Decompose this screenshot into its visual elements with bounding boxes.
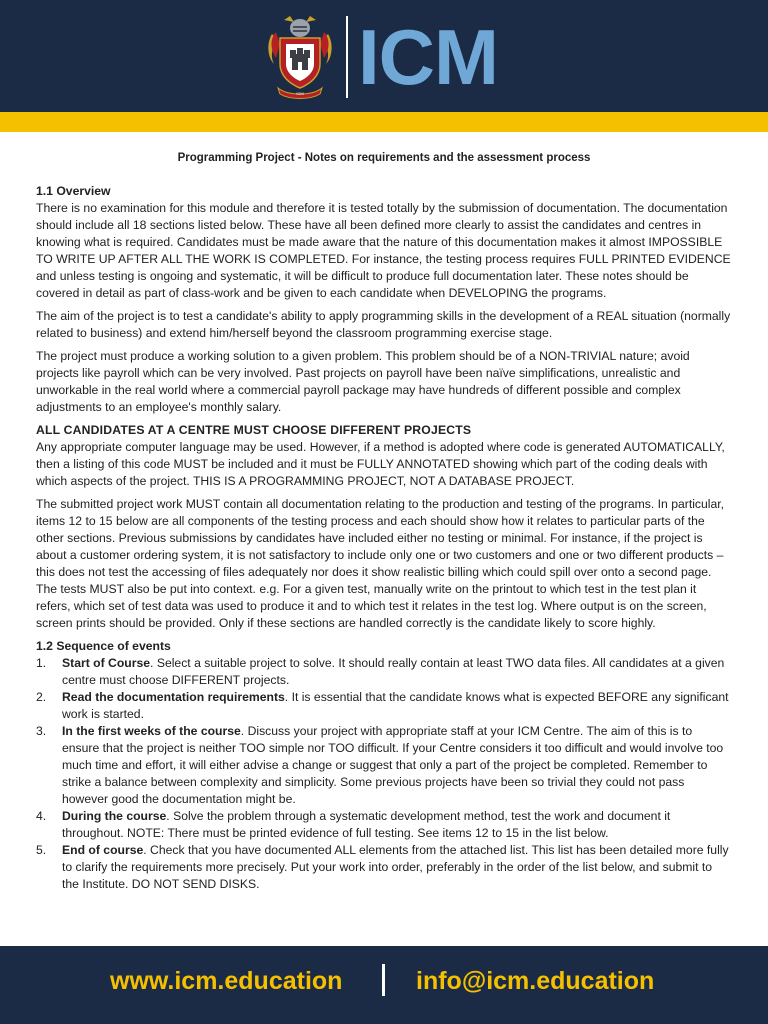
overview-paragraph-2: The aim of the project is to test a candidate's ability to apply programming skills in the development of a REAL situation (normally related to business) and extend him/herself beyond the classroom programming exercise stage. [36,309,731,340]
list-item: 2. Read the documentation requirements. It is essential that the candidate knows what is expected BEFORE any significant work is started. [36,690,729,721]
sequence-list [36,655,732,893]
yellow-band [0,112,768,132]
footer-bar [0,946,768,1024]
website-link[interactable]: www.icm.education [110,967,343,995]
candidates-paragraph-1: Any appropriate computer language may be used. However, if a method is adopted where code is generated AUTOMATICALLY, then a listing of this code MUST be included and it must be FULLY ANNOTATED showing which part of the coding deals with which aspects of the project. THIS IS A PROGRAMMING PROJECT, NOT A DATABASE PROJECT. [36,440,725,488]
footer-divider [382,964,385,996]
candidates-paragraph-2: The submitted project work MUST contain all documentation relating to the production and testing of the programs. In particular, items 12 to 15 below are all components of the testing process and each should show how it relates to particular parts of the other sections. Previous submissions by candidates have included either no testing or minimal. For instance, if the project is about a customer ordering system, it is not satisfactory to include only one or two customers and one or two different products – this does not test the accessing of files adequately nor does it show realistic billing which could spill over onto a second page. The tests MUST also be put into context. e.g. For a given test, manually write on the printout to which test in the test plan it refers, which set of test data was used to produce it and to which test it relates in the test log. Where output is on the screen, screen prints should be provided. Only if these sections are handled correctly is the candidate likely to score highly. [36,497,725,630]
icm-crest-logo [264,14,336,100]
overview-heading: 1.1 Overview [36,184,111,198]
list-item: 1. Start of Course. Select a suitable project to solve. It should really contain at least TWO data files. All candidates at a given centre must choose DIFFERENT projects. [36,656,725,687]
document-title: Programming Project - Notes on requirements and the assessment process [177,152,591,164]
header-bar [0,0,768,112]
svg-text:ICM: ICM [296,91,304,96]
sequence-heading: 1.2 Sequence of events [36,639,171,653]
email-link[interactable]: info@icm.education [416,967,655,995]
icm-logo-text: ICM [358,13,498,101]
header-divider [346,16,348,98]
list-item: 3. In the first weeks of the course. Discuss your project with appropriate staff at your ICM Centre. The aim of this is to ensure that the project is neither TOO simple nor TOO difficult. If your Centre considers it too difficult and would involve too much time and effort, it will either advise a change or suggest that only a part of the project be completed. Remember to strike a balance between complexity and simplicity. Some previous projects have been so trivial they could not pass however good the documentation might be. [36,724,724,806]
candidates-heading: ALL CANDIDATES AT A CENTRE MUST CHOOSE DIFFERENT PROJECTS [36,423,472,437]
list-item: 4. During the course. Solve the problem through a systematic development method, test the work and document it throughout. NOTE: There must be printed evidence of full testing. See items 12 to 15 in the list below. [36,809,671,840]
document-body [36,150,732,893]
overview-paragraph-1: There is no examination for this module and therefore it is tested totally by the submission of documentation. The documentation should include all 18 sections listed below. These have all been defined more clearly to assist the candidates and centres in knowing what is required. Candidates must be made aware that the nature of this documentation makes it almost IMPOSSIBLE TO WRITE UP AFTER ALL THE WORK IS COMPLETED. For instance, the testing process requires FULL PRINTED EVIDENCE and unless testing is ongoing and systematic, it will be difficult to produce full documentation later. These notes should be covered in detail as part of class-work and be given to each candidate when DEVELOPING the programs. [36,201,731,300]
overview-paragraph-3: The project must produce a working solution to a given problem. This problem should be of a NON-TRIVIAL nature; avoid projects like payroll which can be very involved. Past projects on payroll have been naïve simplifications, unrealistic and unworkable in the real world where a commercial payroll package may have hundreds of different possible and complex adjustments to an employee's monthly salary. [36,349,690,414]
list-item: 5. End of course. Check that you have documented ALL elements from the attached list. This list has been detailed more fully to clarify the requirements more precisely. Put your work into order, preferably in the order of the list below, and submit to the Institute. DO NOT SEND DISKS. [36,843,729,891]
